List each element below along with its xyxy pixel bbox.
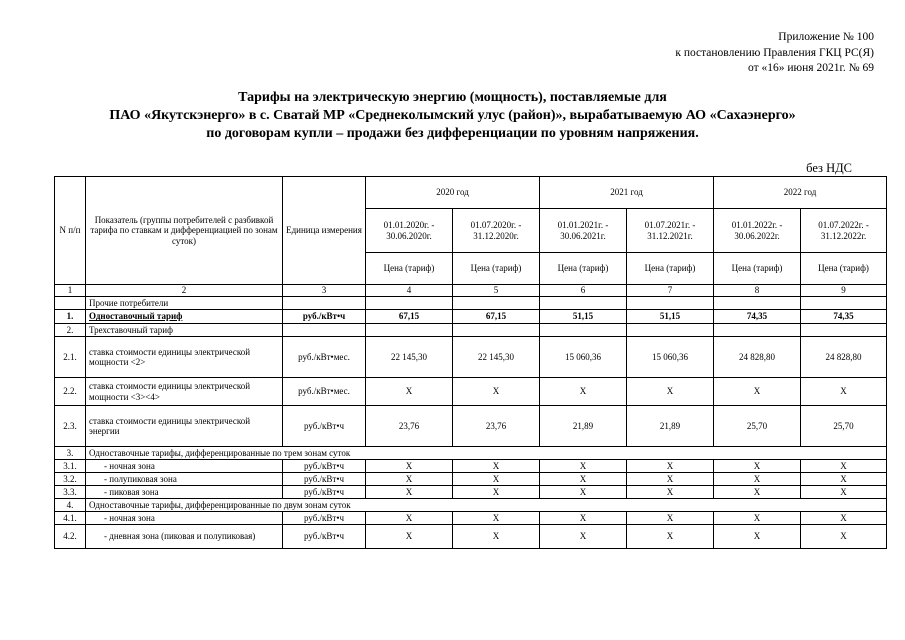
row-num: 1. (55, 310, 86, 324)
row-num: 3. (55, 447, 86, 460)
row-value: X (366, 460, 453, 473)
row-label: - полупиковая зона (86, 473, 283, 486)
row-value: 15 060,36 (540, 337, 627, 378)
row-unit: руб./кВт•ч (283, 486, 366, 499)
row-value: 24 828,80 (801, 337, 887, 378)
header-price: Цена (тариф) (714, 253, 801, 285)
row-value: X (366, 512, 453, 525)
header-price: Цена (тариф) (540, 253, 627, 285)
row-value (801, 324, 887, 337)
row-unit: руб./кВт•ч (283, 525, 366, 549)
table-row (55, 460, 887, 473)
row-value: 67,15 (366, 310, 453, 324)
row-value: X (801, 473, 887, 486)
column-number: 4 (366, 285, 453, 297)
title-line-3: по договорам купли – продажи без дифференциации по уровням напряжения. (206, 126, 699, 141)
row-value: X (627, 525, 714, 549)
row-value: X (366, 473, 453, 486)
row-value: X (627, 378, 714, 406)
row-unit: руб./кВт•ч (283, 406, 366, 447)
appendix-number: Приложение № 100 (778, 31, 874, 43)
vat-note: без НДС (806, 161, 852, 175)
table-row (55, 512, 887, 525)
row-num: 2.2. (55, 378, 86, 406)
header-price: Цена (тариф) (627, 253, 714, 285)
table-row (55, 378, 887, 406)
row-value: 24 828,80 (714, 337, 801, 378)
header-period: 01.07.2021г. - 31.12.2021г. (627, 209, 714, 253)
row-num: 3.1. (55, 460, 86, 473)
row-value: X (627, 512, 714, 525)
row-value: 74,35 (714, 310, 801, 324)
row-num: 2.3. (55, 406, 86, 447)
table-row (55, 447, 887, 460)
table-row (55, 337, 887, 378)
title-line-1: Тарифы на электрическую энергию (мощность), поставляемые для (238, 90, 667, 105)
row-value: X (540, 473, 627, 486)
row-unit: руб./кВт•ч (283, 460, 366, 473)
header-price: Цена (тариф) (366, 253, 453, 285)
row-num: 3.2. (55, 473, 86, 486)
row-value: 15 060,36 (627, 337, 714, 378)
column-number: 1 (55, 285, 86, 297)
row-value: X (627, 473, 714, 486)
appendix-reference (675, 30, 874, 77)
row-value (540, 297, 627, 310)
row-value (714, 324, 801, 337)
document-title (0, 89, 905, 143)
row-value: X (714, 378, 801, 406)
header-price: Цена (тариф) (801, 253, 887, 285)
row-label: Одноставочные тарифы, дифференцированные по двум зонам суток (86, 499, 887, 512)
row-label: Одноставочные тарифы, дифференцированные по трем зонам суток (86, 447, 887, 460)
header-period: 01.01.2021г. - 30.06.2021г. (540, 209, 627, 253)
row-label: Прочие потребители (86, 297, 283, 310)
table-row (55, 486, 887, 499)
row-value (366, 297, 453, 310)
row-value: 25,70 (801, 406, 887, 447)
header-period: 01.07.2022г. - 31.12.2022г. (801, 209, 887, 253)
row-unit: руб./кВт•ч (283, 310, 366, 324)
header-row-years (55, 177, 887, 209)
row-value (540, 324, 627, 337)
table-row (55, 499, 887, 512)
row-unit (283, 297, 366, 310)
row-value: X (801, 460, 887, 473)
row-label: - дневная зона (пиковая и полупиковая) (86, 525, 283, 549)
row-value: 74,35 (801, 310, 887, 324)
row-value: X (453, 512, 540, 525)
row-value: X (714, 460, 801, 473)
appendix-date: от «16» июня 2021г. № 69 (748, 62, 874, 74)
row-num: 4. (55, 499, 86, 512)
header-year: 2022 год (714, 177, 887, 209)
row-value: X (366, 378, 453, 406)
header-year: 2021 год (540, 177, 714, 209)
row-value: X (714, 473, 801, 486)
header-period: 01.01.2022г. - 30.06.2022г. (714, 209, 801, 253)
row-value: 23,76 (453, 406, 540, 447)
row-value: X (714, 512, 801, 525)
row-unit: руб./кВт•мес. (283, 378, 366, 406)
row-unit: руб./кВт•ч (283, 473, 366, 486)
row-value: X (801, 378, 887, 406)
row-value (453, 324, 540, 337)
header-year: 2020 год (366, 177, 540, 209)
row-num: 4.1. (55, 512, 86, 525)
row-value: X (714, 525, 801, 549)
row-value: X (801, 512, 887, 525)
row-num: 4.2. (55, 525, 86, 549)
header-period: 01.07.2020г. - 31.12.2020г. (453, 209, 540, 253)
row-value: 22 145,30 (453, 337, 540, 378)
row-num: 3.3. (55, 486, 86, 499)
row-label: Одноставочный тариф (86, 310, 283, 324)
row-value (366, 324, 453, 337)
row-value: X (540, 378, 627, 406)
header-period: 01.01.2020г. - 30.06.2020г. (366, 209, 453, 253)
row-value: 51,15 (627, 310, 714, 324)
row-label: - ночная зона (86, 460, 283, 473)
row-value: 51,15 (540, 310, 627, 324)
row-value (627, 324, 714, 337)
row-value (801, 297, 887, 310)
row-value: X (453, 473, 540, 486)
row-value: X (453, 460, 540, 473)
row-value: 25,70 (714, 406, 801, 447)
table-row (55, 473, 887, 486)
header-indicator: Показатель (группы потребителей с разбивкой тарифа по ставкам и дифференциацией по зонам суток) (86, 177, 283, 285)
column-number: 3 (283, 285, 366, 297)
row-num: 2.1. (55, 337, 86, 378)
row-value: 21,89 (627, 406, 714, 447)
table-row (55, 310, 887, 324)
column-number: 6 (540, 285, 627, 297)
row-value: X (714, 486, 801, 499)
table-row (55, 406, 887, 447)
row-value: X (453, 525, 540, 549)
table-row (55, 324, 887, 337)
header-num: N п/п (55, 177, 86, 285)
row-label: - пиковая зона (86, 486, 283, 499)
row-unit: руб./кВт•мес. (283, 337, 366, 378)
row-num (55, 297, 86, 310)
table-row (55, 525, 887, 549)
row-value (453, 297, 540, 310)
column-number-row (55, 285, 887, 297)
row-label: ставка стоимости единицы электрической мощности <2> (86, 337, 283, 378)
row-value: X (366, 486, 453, 499)
row-value: 22 145,30 (366, 337, 453, 378)
row-value: X (627, 460, 714, 473)
row-label: Трехставочный тариф (86, 324, 283, 337)
row-value: X (366, 525, 453, 549)
row-value: X (801, 525, 887, 549)
row-value: X (453, 378, 540, 406)
tariff-table (54, 176, 887, 549)
row-value (714, 297, 801, 310)
column-number: 7 (627, 285, 714, 297)
row-value: X (801, 486, 887, 499)
row-label: ставка стоимости единицы электрической мощности <3><4> (86, 378, 283, 406)
appendix-decree: к постановлению Правления ГКЦ РС(Я) (675, 46, 874, 59)
row-value (627, 297, 714, 310)
row-unit (283, 324, 366, 337)
header-unit: Единица измерения (283, 177, 366, 285)
column-number: 5 (453, 285, 540, 297)
row-value: 23,76 (366, 406, 453, 447)
row-unit: руб./кВт•ч (283, 512, 366, 525)
table-row (55, 297, 887, 310)
title-line-2: ПАО «Якутскэнерго» в с. Сватай МР «Среднеколымский улус (район)», вырабатываемую АО «Сахаэнерго» (109, 108, 796, 123)
row-value: X (540, 525, 627, 549)
row-num: 2. (55, 324, 86, 337)
row-value: X (540, 512, 627, 525)
row-value: X (453, 486, 540, 499)
row-label: ставка стоимости единицы электрической энергии (86, 406, 283, 447)
row-label: - ночная зона (86, 512, 283, 525)
column-number: 9 (801, 285, 887, 297)
row-value: X (540, 460, 627, 473)
row-value: X (540, 486, 627, 499)
header-price: Цена (тариф) (453, 253, 540, 285)
column-number: 2 (86, 285, 283, 297)
row-value: 67,15 (453, 310, 540, 324)
column-number: 8 (714, 285, 801, 297)
row-value: 21,89 (540, 406, 627, 447)
row-value: X (627, 486, 714, 499)
